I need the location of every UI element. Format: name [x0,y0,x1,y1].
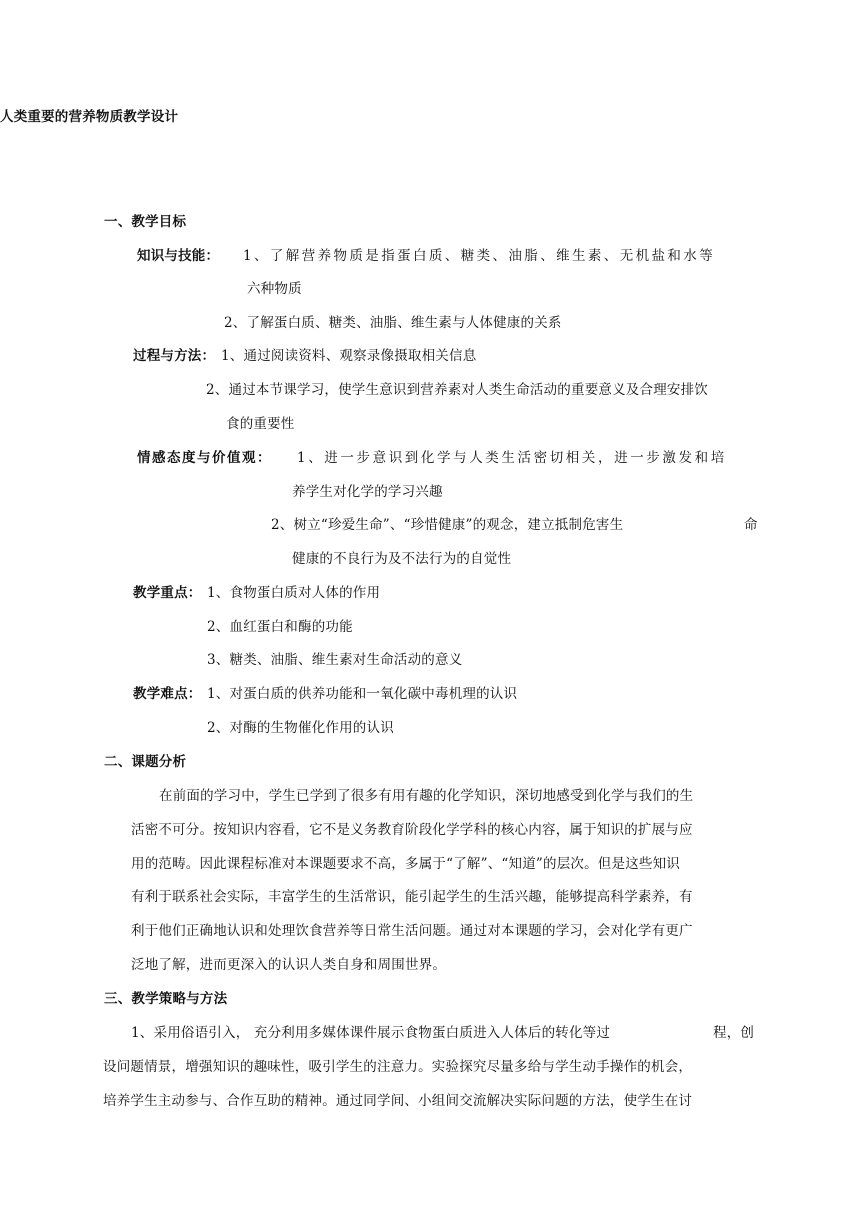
difficulty-2: 2、对酶的生物催化作用的认识 [207,720,394,736]
strategy-line-1: 1、采用俗语引入， 充分利用多媒体课件展示食物蛋白质进入人体后的转化等过 [131,1025,611,1041]
emotion-item-1: 1、进一步意识到化学与人类生活密切相关，进一步激发和培 [297,450,727,466]
strategy-line-3: 培养学生主动参与、合作互助的精神。通过同学间、小组间交流解决实际问题的方法，使学生在讨 [103,1093,693,1109]
document-title: 人类重要的营养物质教学设计 [0,109,179,125]
section-heading-analysis: 二、课题分析 [104,754,187,770]
knowledge-item-1: 1、了解营养物质是指蛋白质、糖类、油脂、维生素、无机盐和水等 [243,248,716,264]
emotion-item-2: 2、树立“珍爱生命”、“珍惜健康”的观念，建立抵制危害生 [271,517,624,533]
knowledge-item-1-cont: 六种物质 [247,281,302,297]
key-point-3: 3、糖类、油脂、维生素对生命活动的意义 [207,652,463,668]
key-points-label: 教学重点： [133,585,202,601]
analysis-line-2: 活密不可分。按知识内容看，它不是义务教育阶段化学学科的核心内容，属于知识的扩展与应 [131,822,693,838]
analysis-line-3: 用的范畴。因此课程标准对本课题要求不高，多属于“了解”、“知道”的层次。但是这些知识 [131,856,681,872]
knowledge-item-2: 2、了解蛋白质、糖类、油脂、维生素与人体健康的关系 [224,315,562,331]
strategy-line-2: 设问题情景，增强知识的趣味性，吸引学生的注意力。实验探究尽量多给与学生动手操作的机会， [103,1059,693,1075]
emotion-item-1-cont: 养学生对化学的学习兴趣 [292,484,443,500]
key-point-2: 2、血红蛋白和酶的功能 [207,619,353,635]
emotion-item-2-cont: 健康的不良行为及不法行为的自觉性 [292,551,512,567]
analysis-line-4: 有利于联系社会实际，丰富学生的生活常识，能引起学生的生活兴趣，能够提高科学素养，有 [131,889,693,905]
analysis-line-6: 泛地了解，进而更深入的认识人类自身和周围世界。 [131,957,447,973]
difficulty-label: 教学难点： [133,686,202,702]
analysis-line-5: 利于他们正确地认识和处理饮食营养等日常生活问题。通过对本课题的学习，会对化学有更广 [131,923,693,939]
process-item-2: 2、通过本节课学习，使学生意识到营养素对人类生命活动的重要意义及合理安排饮 [206,382,708,398]
difficulty-1: 1、对蛋白质的供养功能和一氧化碳中毒机理的认识 [207,686,518,702]
process-item-2-cont: 食的重要性 [226,416,295,432]
section-heading-goals: 一、教学目标 [104,214,187,230]
process-item-1: 1、通过阅读资料、观察录像摄取相关信息 [221,348,477,364]
strategy-line-1-tail: 程，创 [713,1025,755,1041]
analysis-line-1: 在前面的学习中，学生已学到了很多有用有趣的化学知识，深切地感受到化学与我们的生 [159,788,694,804]
process-label: 过程与方法： [133,348,216,364]
emotion-item-2-tail: 命 [744,517,758,533]
key-point-1: 1、食物蛋白质对人体的作用 [207,585,381,601]
section-heading-strategy: 三、教学策略与方法 [104,991,228,1007]
emotion-label: 情感态度与价值观： [137,450,272,466]
knowledge-label: 知识与技能： [137,248,220,264]
